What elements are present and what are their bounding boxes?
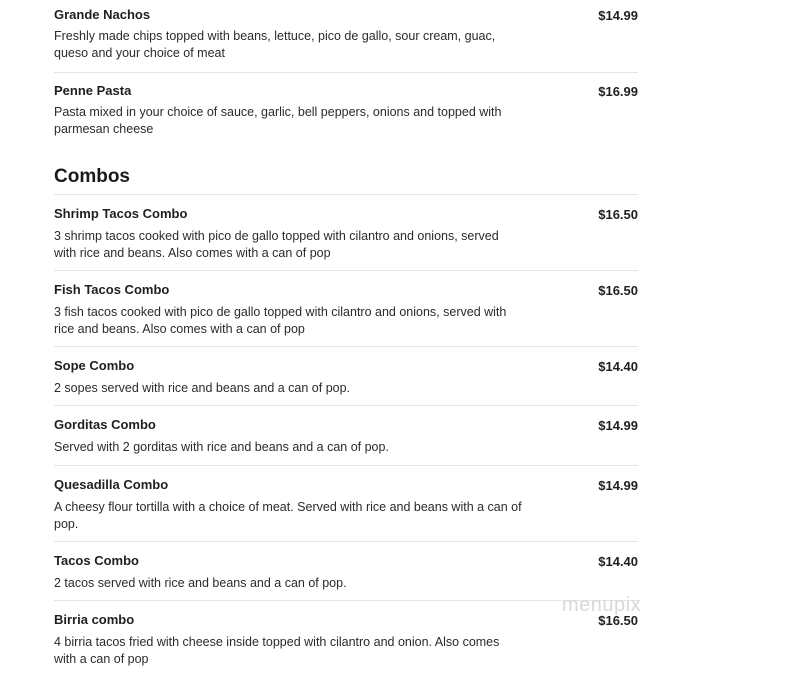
item-description: Pasta mixed in your choice of sauce, garlic, bell peppers, onions and topped with parmesan cheese — [54, 105, 502, 136]
item-price: $14.40 — [598, 359, 638, 374]
item-description: 3 shrimp tacos cooked with pico de gallo topped with cilantro and onions, served with rice and beans. Also comes with a can of pop — [54, 229, 499, 260]
menu-item — [54, 73, 638, 145]
item-name: Penne Pasta — [54, 83, 132, 98]
item-price: $14.99 — [598, 8, 638, 23]
menu-item — [54, 601, 638, 681]
menu-item — [54, 0, 638, 73]
item-price: $16.50 — [598, 613, 638, 628]
item-name: Sope Combo — [54, 358, 135, 373]
menu-item — [54, 542, 638, 601]
menu-item — [54, 347, 638, 406]
item-name: Fish Tacos Combo — [54, 282, 170, 297]
item-price: $14.99 — [598, 478, 638, 493]
item-description: 2 tacos served with rice and beans and a can of pop. — [54, 576, 347, 590]
item-name: Quesadilla Combo — [54, 477, 169, 492]
item-description: 2 sopes served with rice and beans and a can of pop. — [54, 381, 351, 395]
item-description: A cheesy flour tortilla with a choice of meat. Served with rice and beans with a can of pop. — [54, 500, 522, 531]
item-description: 4 birria tacos fried with cheese inside topped with cilantro and onion. Also comes with a can of pop — [54, 635, 500, 666]
menu-item — [54, 271, 638, 347]
item-price: $14.40 — [598, 554, 638, 569]
item-name: Birria combo — [54, 612, 135, 627]
item-name: Grande Nachos — [54, 7, 151, 22]
item-price: $16.50 — [598, 283, 638, 298]
section-title-combos: Combos — [54, 166, 130, 187]
item-description: Freshly made chips topped with beans, lettuce, pico de gallo, sour cream, guac, queso and your choice of meat — [54, 29, 496, 60]
item-name: Shrimp Tacos Combo — [54, 206, 188, 221]
item-price: $16.99 — [598, 84, 638, 99]
menu-item — [54, 195, 638, 271]
item-name: Tacos Combo — [54, 553, 139, 568]
item-description: 3 fish tacos cooked with pico de gallo topped with cilantro and onions, served with rice and beans. Also comes with a can of pop — [54, 305, 507, 336]
menu-item — [54, 466, 638, 542]
item-price: $16.50 — [598, 207, 638, 222]
item-description: Served with 2 gorditas with rice and beans and a can of pop. — [54, 440, 389, 454]
item-price: $14.99 — [598, 418, 638, 433]
watermark-logo: menupix — [562, 594, 642, 616]
item-name: Gorditas Combo — [54, 417, 156, 432]
menu-item — [54, 406, 638, 466]
